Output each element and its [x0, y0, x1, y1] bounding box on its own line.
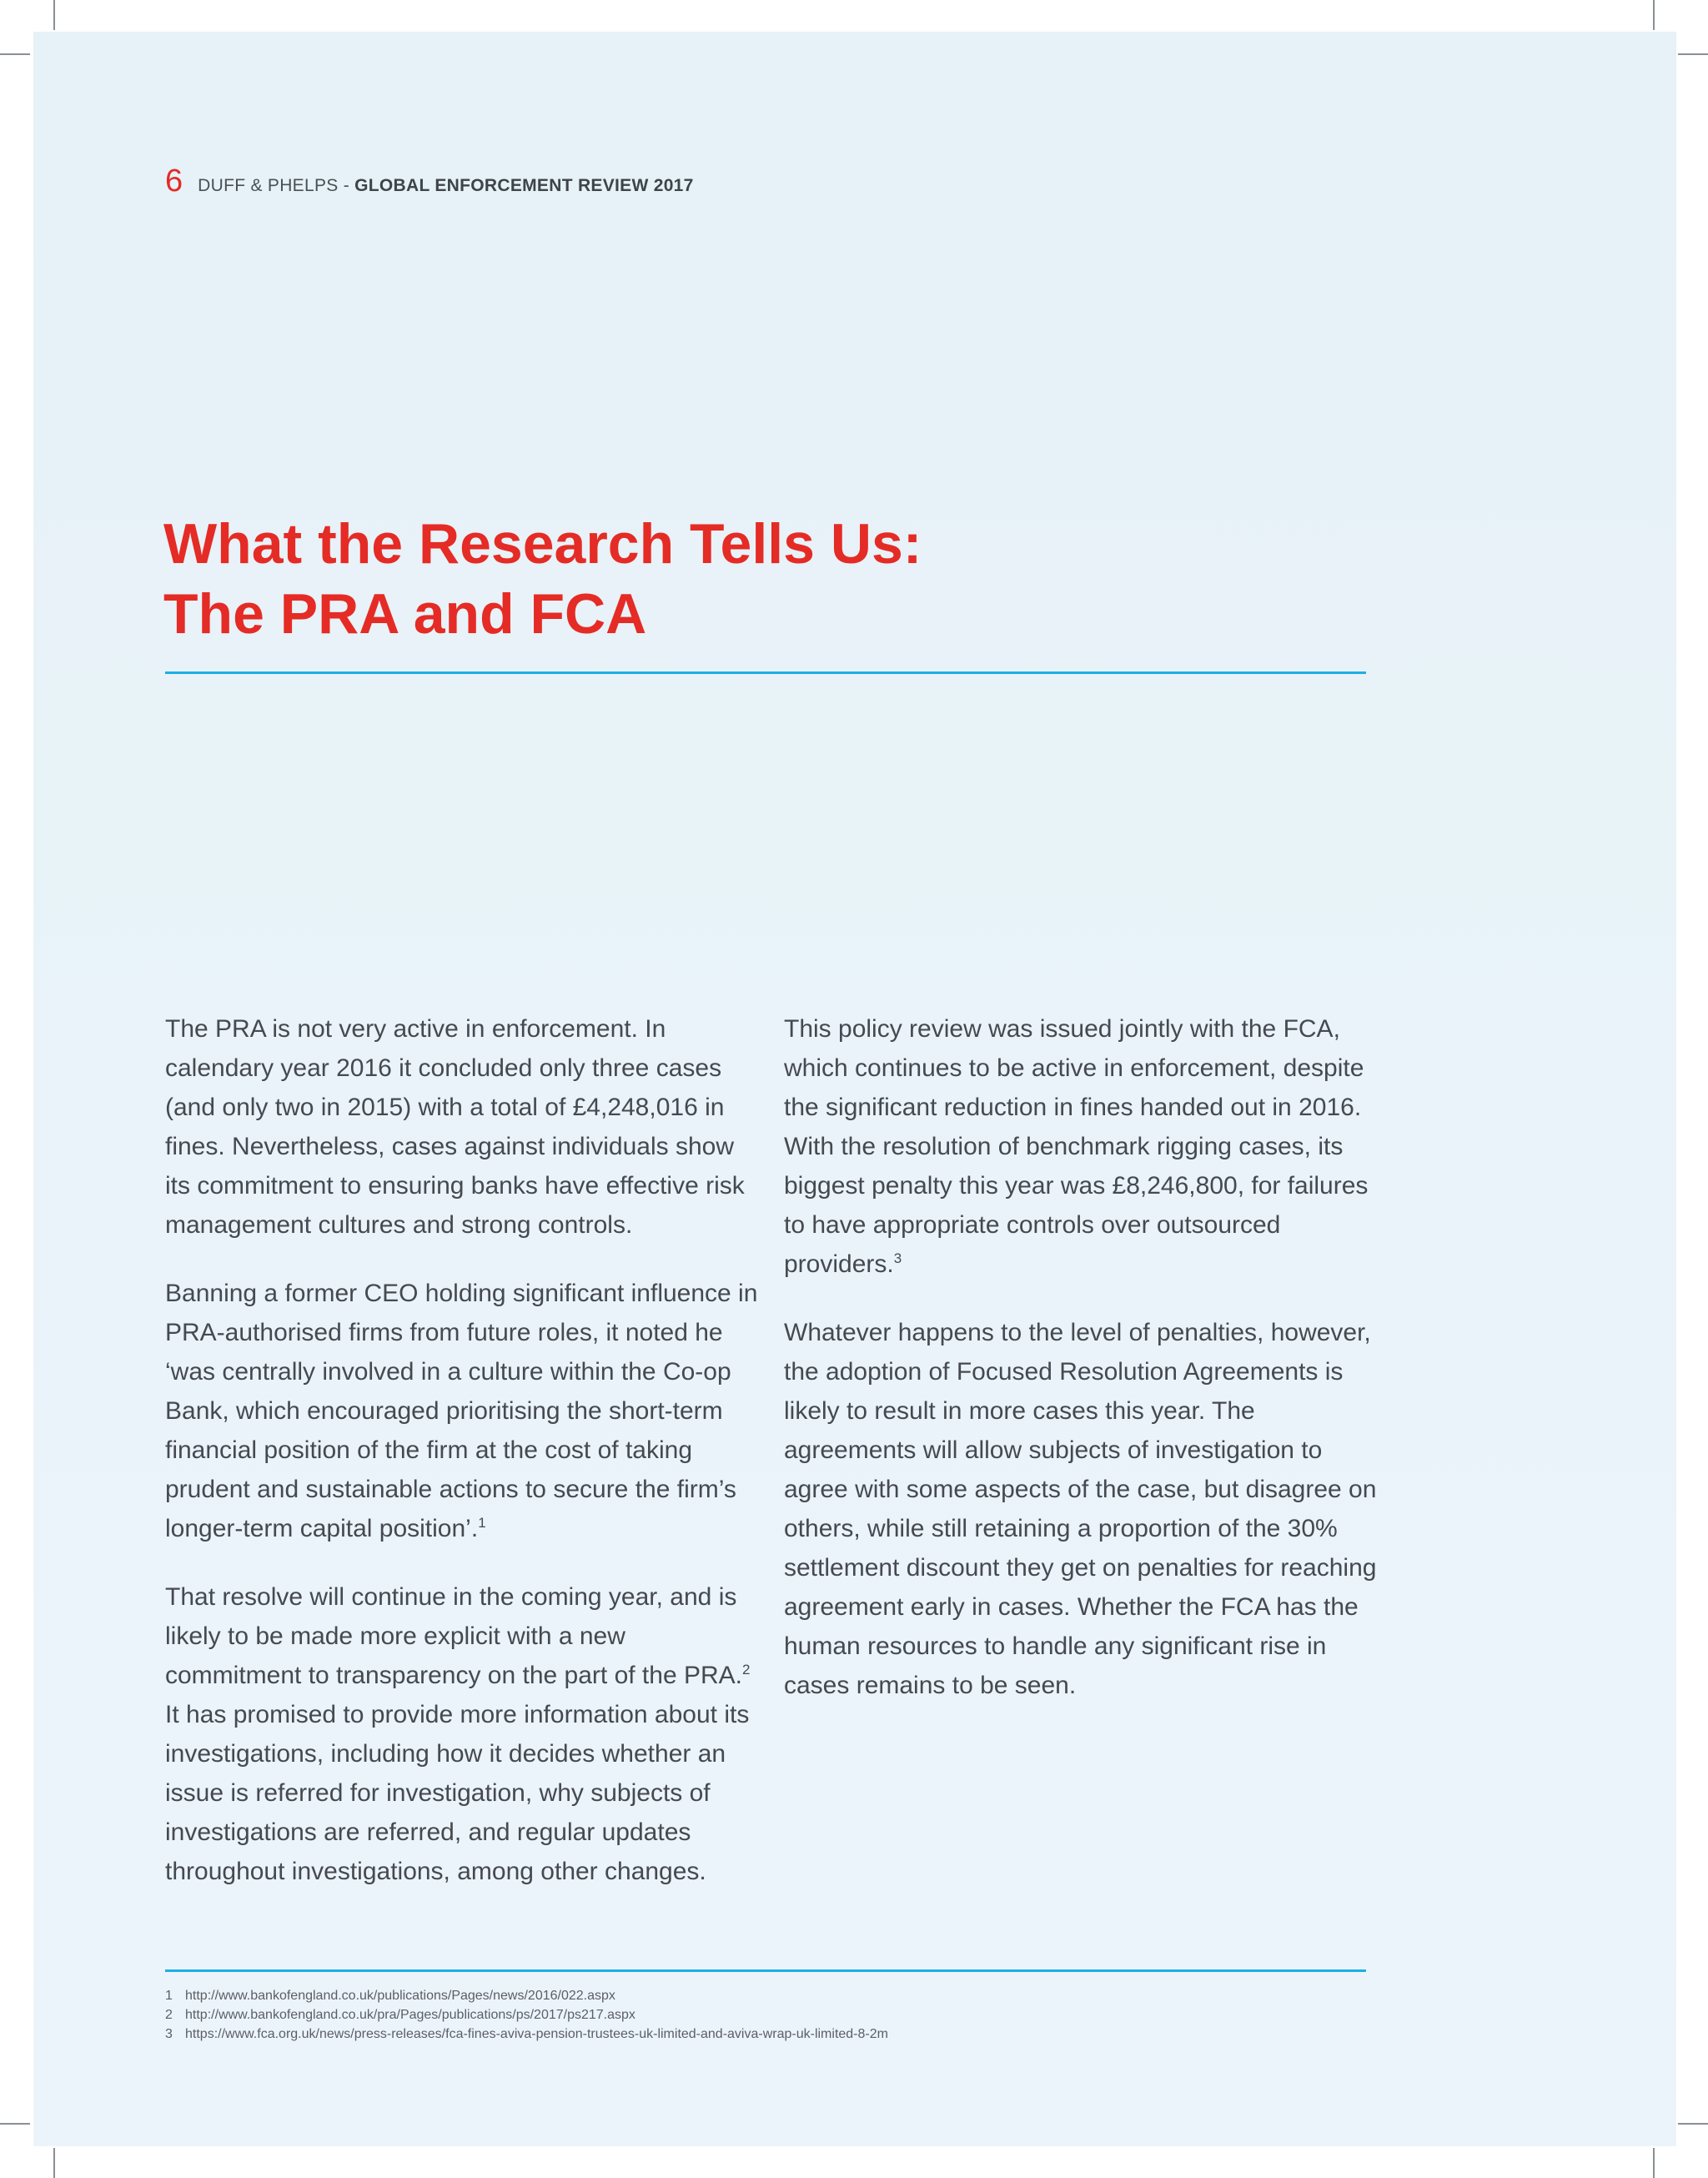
- left-paragraph-3a: That resolve will continue in the coming year, and is likely to be made more explicit with a new commitment to transparency on the part of the PRA.: [165, 1583, 742, 1689]
- left-column: [165, 1009, 766, 1920]
- right-column: [784, 1009, 1384, 1734]
- page-number: 6: [165, 163, 183, 199]
- footnote: [165, 2025, 888, 2044]
- running-title: [198, 176, 694, 196]
- crop-mark-bottom-right-h: [1678, 2123, 1708, 2125]
- right-paragraph-2: Whatever happens to the level of penalties, however, the adoption of Focused Resolution Agreements is likely to result in more cases this year. The agreements will allow subjects of investigation to agree with some aspects of the case, but disagree on others, while still retaining a proportion of the 30% settlement discount they get on penalties for reaching agreement early in cases. Whether the FCA has the human resources to handle any significant rise in cases remains to be seen.: [784, 1319, 1377, 1699]
- footnote-number: 1: [165, 1989, 173, 2003]
- heading-line-2: The PRA and FCA: [163, 582, 647, 646]
- publisher-name: DUFF & PHELPS -: [198, 176, 355, 195]
- publication-title: GLOBAL ENFORCEMENT REVIEW 2017: [354, 176, 694, 195]
- left-paragraph-3: [165, 1577, 766, 1891]
- crop-mark-bottom-left-h: [0, 2123, 30, 2125]
- right-paragraph-1-text: This policy review was issued jointly with the FCA, which continues to be active in enforcement, despite the significant reduction in fines handed out in 2016. With the resolution of benchmark rigging cases, its biggest penalty this year was £8,246,800, for failures to have appropriate controls over outsourced providers.: [784, 1015, 1369, 1278]
- footnote-link[interactable]: https://www.fca.org.uk/news/press-releases/fca-fines-aviva-pension-trustees-uk-limited-and-aviva-wrap-uk-limited-8-2m: [185, 2027, 888, 2041]
- heading-divider: [165, 672, 1366, 674]
- left-paragraph-2: [165, 1274, 766, 1548]
- crop-mark-bottom-right: [1653, 2148, 1655, 2178]
- footnote-link[interactable]: http://www.bankofengland.co.uk/publications/Pages/news/2016/022.aspx: [185, 1989, 615, 2003]
- heading-line-1: What the Research Tells Us:: [163, 512, 922, 576]
- document-page: [33, 32, 1676, 2146]
- footnote-ref-2: 2: [742, 1662, 751, 1678]
- footnote-divider: [165, 1969, 1366, 1972]
- crop-mark-top-left-h: [0, 53, 30, 55]
- crop-mark-top-left: [53, 0, 55, 30]
- crop-mark-top-right: [1653, 0, 1655, 30]
- crop-mark-bottom-left: [53, 2148, 55, 2178]
- footnote: [165, 2005, 888, 2025]
- crop-mark-top-right-h: [1678, 53, 1708, 55]
- right-paragraph-1: [784, 1009, 1384, 1284]
- footnote: [165, 1986, 888, 2005]
- page-heading: [163, 509, 1248, 649]
- footnotes: [165, 1986, 888, 2044]
- footnote-ref-3: 3: [893, 1250, 902, 1266]
- footnote-number: 2: [165, 2008, 173, 2022]
- footnote-link[interactable]: http://www.bankofengland.co.uk/pra/Pages/publications/ps/2017/ps217.aspx: [185, 2008, 635, 2022]
- left-paragraph-3b: It has promised to provide more information about its investigations, including how it decides whether an issue is referred for investigation, why subjects of investigations are referred, and regular updates throughout investigations, among other changes.: [165, 1701, 750, 1885]
- footnote-ref-1: 1: [478, 1515, 486, 1531]
- left-paragraph-2-text: Banning a former CEO holding significant influence in PRA-authorised firms from future roles, it noted he ‘was centrally involved in a culture within the Co-op Bank, which encouraged prioritising the short-term financial position of the firm at the cost of taking prudent and sustainable actions to secure the firm’s longer-term capital position’.: [165, 1280, 758, 1542]
- running-header: [165, 163, 694, 199]
- footnote-number: 3: [165, 2027, 173, 2041]
- left-paragraph-1: The PRA is not very active in enforcement. In calendary year 2016 it concluded only three cases (and only two in 2015) with a total of £4,248,016 in fines. Nevertheless, cases against individuals show its commitment to ensuring banks have effective risk management cultures and strong controls.: [165, 1015, 745, 1239]
